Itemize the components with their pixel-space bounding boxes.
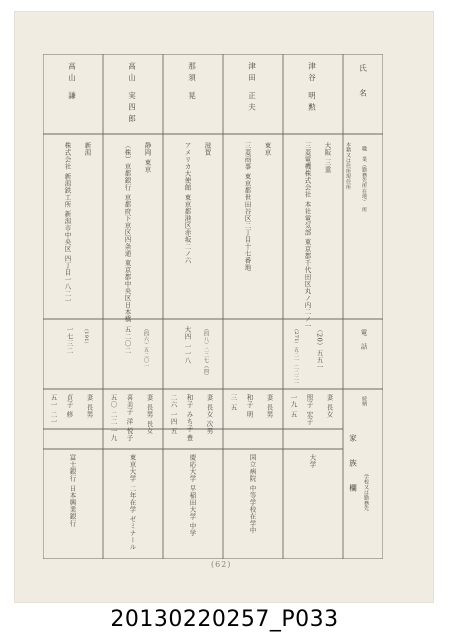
header-domicile: 本籍又は住所現住所 [345,142,351,190]
person-name: 高山 実四郎 [127,62,137,126]
person-employment: 株式会社 新潟鉄工所 新潟市中央区 四丁目一八二一 [63,142,72,304]
family-school: 慶応大学 早稲田大学 中学 [188,454,197,537]
register-table [43,54,383,559]
family-relation: 妻 長男 長女 [145,394,154,435]
family-name: 喜美子 洋 悦子 [125,394,134,442]
person-domicile: 大阪 三重 [323,142,332,173]
person-phone-2: 大四 一一八 [183,326,192,364]
family-name: 和子 明 [245,394,254,418]
header-phone: 電 話 [359,329,368,350]
person-phone-2: （271）五二一 二二二一 [293,326,299,387]
family-age: 一九 五 [289,394,298,418]
header-employment: 職 業（勤務先所在地） 所 [361,146,367,213]
person-phone: （四六）五二〇一 [143,326,149,369]
family-relation: 妻 長男 [265,394,274,418]
person-employment: 三菱商事 東京都世田谷区二丁目十七番地 [243,142,252,271]
document-page [15,12,433,602]
person-phone: （四八）二二七（四） [203,326,209,379]
page-number: (62) [211,560,232,569]
family-school: 国立病院 中等学校在学中 [248,454,257,534]
person-domicile: 東京 [263,142,272,156]
family-age: 二六 一四 五 [169,394,178,435]
person-phone: （20）五五一 [315,326,324,371]
person-employment: 三菱電機株式会社 本社電気部 東京都千代田区丸ノ内二ノ一 [303,142,312,330]
person-domicile: 新潟 [83,142,92,156]
family-school: 富士銀行 日本興業銀行 [68,454,77,527]
table-grid [43,54,383,559]
family-age: 五一 二一 [49,394,58,425]
header-school: 学校又は勤務先 [363,474,369,512]
family-age: 五〇 二二 一九 [109,394,118,442]
person-name: 津田 正夫 [247,62,257,115]
person-name: 那須 晃 [187,62,197,103]
person-phone-2: 五二〇二 [123,326,132,354]
person-domicile: 滋賀 [203,142,212,156]
person-phone-2: 一七三二 [65,326,74,354]
family-name: 貞子 修 [65,394,74,418]
header-family-relation: 続柄 [361,396,367,407]
person-name: 高山 謙 [67,62,77,103]
image-caption: 20130220257_P033 [110,607,339,632]
person-domicile: 静岡 東京 [143,142,152,173]
person-phone: （191） [83,326,89,348]
family-school: 大学 [308,454,317,468]
header-name: 氏 名 [358,64,368,102]
person-employment: アメリカ大使館 東京都港区赤坂二ノ六 [183,142,192,264]
person-name: 津谷 明勲 [307,62,317,115]
family-relation: 妻 長男 [85,394,94,418]
family-school: 東京大学 二年在学 ゼミナール [128,454,137,551]
person-employment: （株）京都銀行 京都府下京区四条通 東京都中央区日本橋 [123,142,132,323]
family-name: 照子 宏子 [305,394,314,425]
family-relation: 妻 長女 次男 [205,394,214,435]
family-relation: 妻 長女 [325,394,334,418]
family-name: 和子 みち子 豊 [185,394,194,442]
header-family: 家 族 欄 [348,434,358,497]
family-age: 三 五 [229,394,238,411]
